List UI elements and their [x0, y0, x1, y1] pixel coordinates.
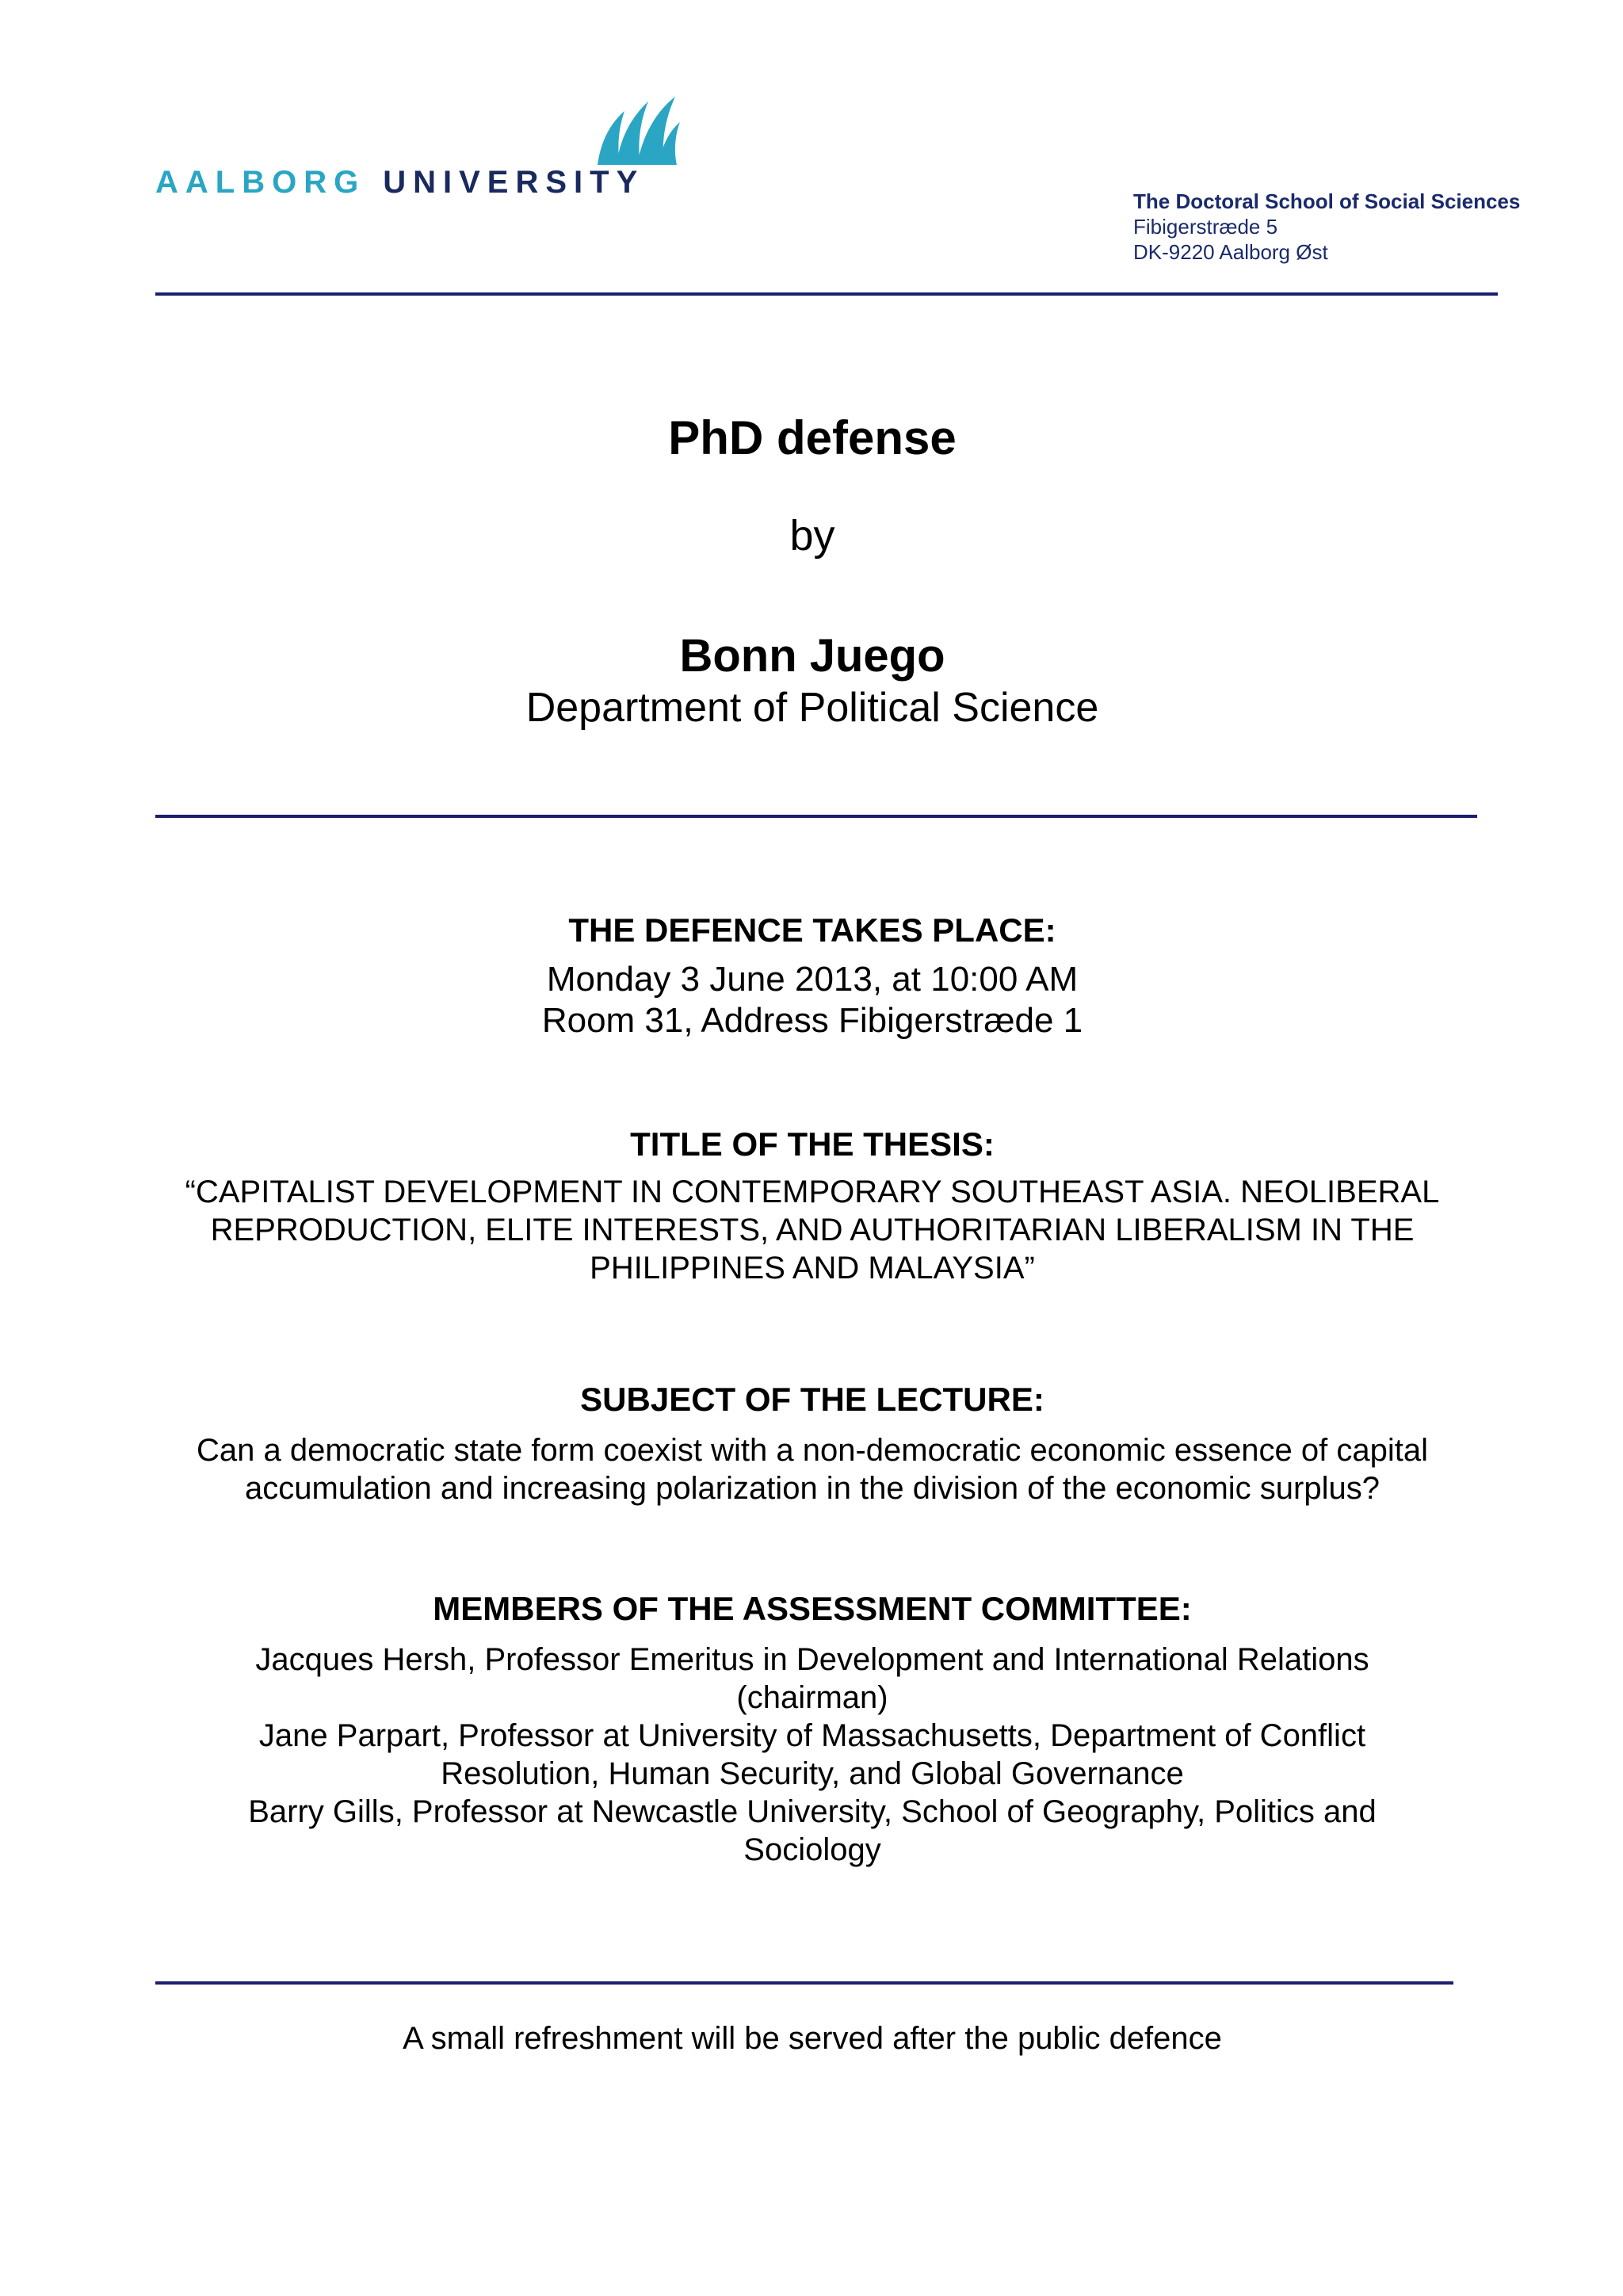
committee-line: Barry Gills, Professor at Newcastle University, School of Geography, Politics and	[248, 1794, 1377, 1829]
committee-line: Resolution, Human Security, and Global Governance	[441, 1756, 1184, 1791]
title-divider	[155, 815, 1477, 818]
lecture-subject	[119, 1431, 1506, 1507]
aalborg-logo-wave-icon	[593, 94, 682, 166]
committee-line: Jacques Hersh, Professor Emeritus in Development and International Relations	[255, 1642, 1369, 1677]
school-address	[1133, 189, 1520, 265]
department-name: Department of Political Science	[525, 685, 1099, 731]
page-title: PhD defense	[668, 411, 957, 464]
logo-wordmark	[155, 166, 644, 198]
thesis-title-line: PHILIPPINES AND MALAYSIA”	[590, 1251, 1035, 1286]
committee-line: Jane Parpart, Professor at University of Massachusetts, Department of Conflict	[258, 1718, 1366, 1753]
street-address: Fibigerstræde 5	[1133, 215, 1278, 239]
committee-line: Sociology	[743, 1832, 881, 1867]
lecture-subject-line: Can a democratic state form coexist with a non-democratic economic essence of capital	[196, 1433, 1429, 1468]
defence-date: Monday 3 June 2013, at 10:00 AM	[546, 960, 1079, 999]
lecture-subject-line: accumulation and increasing polarization in the division of the economic surplus?	[245, 1471, 1380, 1506]
logo-word-university: UNIVERSITY	[383, 165, 645, 200]
thesis-title-line: “CAPITALIST DEVELOPMENT IN CONTEMPORARY SOUTHEAST ASIA. NEOLIBERAL	[185, 1175, 1440, 1209]
by-label: by	[789, 512, 835, 560]
defence-location: Room 31, Address Fibigerstræde 1	[541, 1001, 1083, 1040]
lecture-heading: SUBJECT OF THE LECTURE:	[580, 1381, 1044, 1418]
candidate-name: Bonn Juego	[679, 630, 945, 682]
defence-details	[119, 959, 1506, 1041]
city-address: DK-9220 Aalborg Øst	[1133, 240, 1328, 264]
thesis-heading: TITLE OF THE THESIS:	[630, 1125, 995, 1163]
defence-heading: THE DEFENCE TAKES PLACE:	[568, 911, 1056, 949]
school-name: The Doctoral School of Social Sciences	[1133, 189, 1521, 213]
footer-divider	[155, 1981, 1453, 1985]
committee-heading: MEMBERS OF THE ASSESSMENT COMMITTEE:	[433, 1590, 1192, 1627]
thesis-title	[119, 1173, 1506, 1287]
header-divider	[155, 292, 1498, 296]
committee-line: (chairman)	[736, 1680, 888, 1715]
refreshment-note: A small refreshment will be served after the public defence	[403, 2021, 1222, 2056]
committee-members	[119, 1641, 1506, 1869]
logo-word-aalborg: AALBORG	[155, 165, 366, 200]
thesis-title-line: REPRODUCTION, ELITE INTERESTS, AND AUTHORITARIAN LIBERALISM IN THE	[210, 1213, 1415, 1247]
